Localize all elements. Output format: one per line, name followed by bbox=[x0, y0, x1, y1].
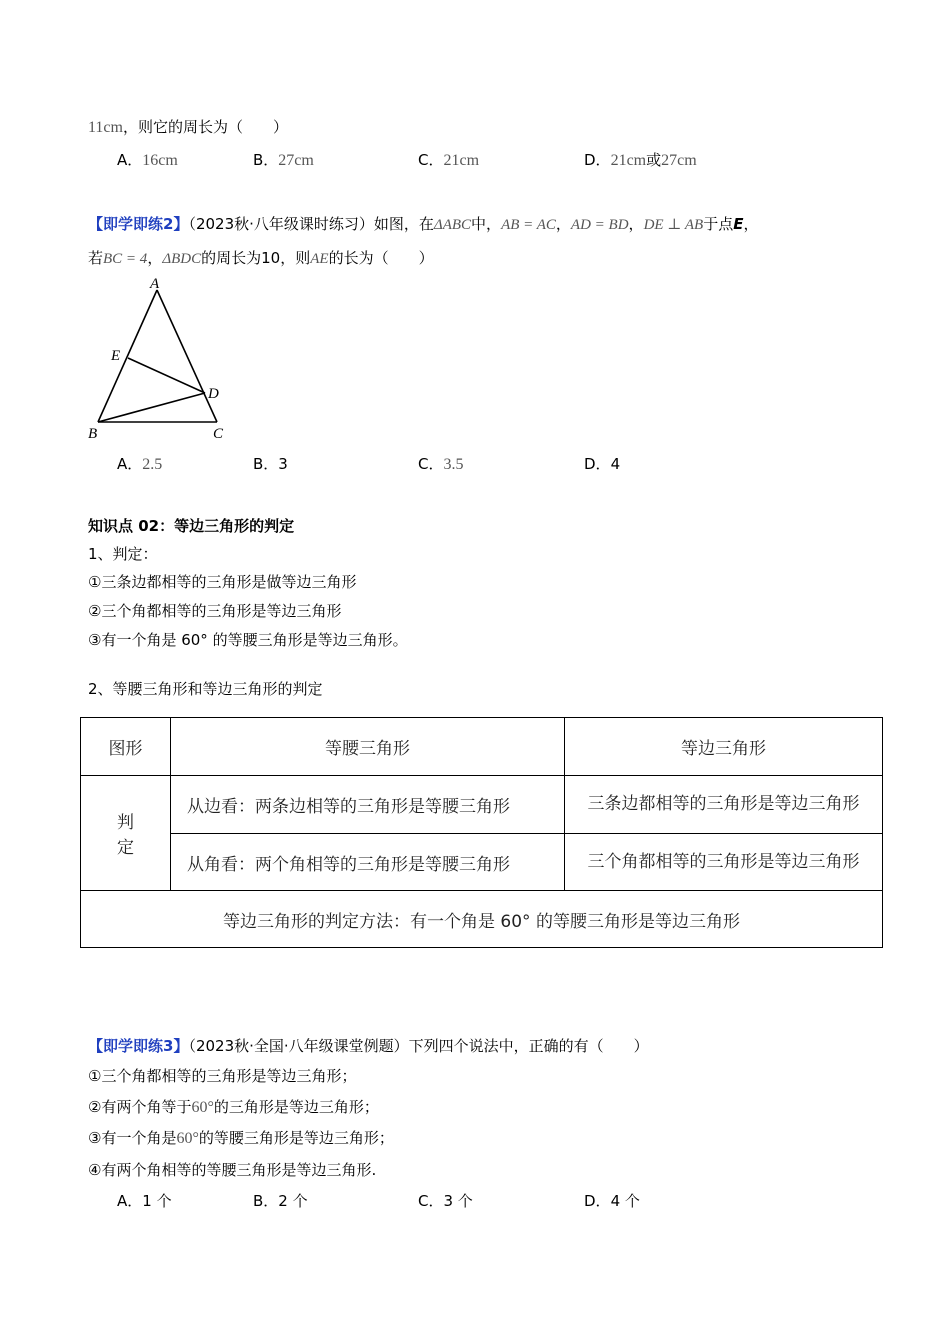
option-value: 3 个 bbox=[443, 1192, 473, 1210]
triangle-figure bbox=[80, 276, 240, 446]
table-footer-row bbox=[81, 891, 883, 948]
table-cell: 三条边都相等的三角形是等边三角形 bbox=[565, 776, 883, 834]
q2-option-b[interactable] bbox=[253, 454, 288, 474]
point-e: E bbox=[733, 215, 744, 233]
option-label: A． bbox=[117, 151, 143, 169]
q1-length-value: 11cm bbox=[88, 119, 123, 136]
q2-source: （2023秋·八年级课时练习）如图，在 bbox=[188, 215, 434, 233]
q1-option-c[interactable] bbox=[418, 150, 479, 171]
option-value: 2.5 bbox=[142, 456, 163, 473]
q1-stem-tail bbox=[88, 117, 288, 138]
segment-bd bbox=[98, 393, 205, 422]
option-value: 27cm bbox=[278, 152, 314, 169]
q3-option-b[interactable] bbox=[253, 1191, 308, 1211]
option-label: C． bbox=[418, 1192, 444, 1210]
label-a: A bbox=[150, 276, 160, 292]
kp2-heading-2: 2、等腰三角形和等边三角形的判定 bbox=[88, 680, 323, 698]
table-row bbox=[81, 834, 883, 891]
kp2-heading-1: 1、判定： bbox=[88, 545, 158, 563]
text: 中， bbox=[471, 215, 502, 233]
table-header-row bbox=[81, 718, 883, 776]
q2-stem-line1 bbox=[88, 214, 759, 235]
option-label: A． bbox=[117, 455, 143, 473]
judgement-table bbox=[80, 717, 883, 948]
math-ab-eq-ac: AB = AC bbox=[501, 217, 556, 233]
q3-option-a[interactable] bbox=[117, 1191, 172, 1211]
math-ad-eq-bd: AD = BD bbox=[570, 217, 629, 233]
math-ae: AE bbox=[310, 251, 329, 267]
q3-statement-1: ①三个角都相等的三角形是等边三角形； bbox=[88, 1067, 357, 1085]
option-value: 2 个 bbox=[278, 1192, 308, 1210]
row-label-top: 判 bbox=[117, 813, 134, 833]
text: ②有两个角等于 bbox=[88, 1098, 192, 1116]
option-value-2: 27cm bbox=[661, 152, 697, 169]
math-bc-eq-4: BC = 4 bbox=[103, 251, 148, 267]
option-label: B． bbox=[253, 1192, 279, 1210]
q2-tag: 【即学即练2】 bbox=[88, 215, 189, 233]
option-label: D． bbox=[584, 151, 611, 169]
text: ③有一个角是 bbox=[88, 1129, 177, 1147]
option-connector: 或 bbox=[646, 151, 662, 169]
table-footer-cell: 等边三角形的判定方法：有一个角是 60° 的等腰三角形是等边三角形 bbox=[81, 891, 883, 948]
option-value: 21cm bbox=[443, 152, 480, 169]
table-header-cell: 等边三角形 bbox=[565, 718, 883, 776]
segment-ac bbox=[157, 290, 217, 422]
label-c: C bbox=[213, 426, 224, 442]
q3-statement-2 bbox=[88, 1097, 379, 1118]
option-label: B． bbox=[253, 455, 279, 473]
q1-option-a[interactable] bbox=[117, 150, 178, 171]
segment-ab bbox=[98, 290, 157, 422]
table-header-cell: 等腰三角形 bbox=[171, 718, 565, 776]
q2-option-a[interactable] bbox=[117, 454, 162, 475]
text: 的等腰三角形是等边三角形； bbox=[198, 1129, 394, 1147]
text: 的长为（ ） bbox=[328, 249, 434, 267]
option-value: 21cm bbox=[610, 152, 647, 169]
text: ， bbox=[743, 215, 759, 233]
option-value: 3 bbox=[278, 455, 288, 473]
row-label-bottom: 定 bbox=[117, 838, 134, 858]
text: 于点 bbox=[703, 215, 734, 233]
option-label: C． bbox=[418, 151, 444, 169]
segment-ed bbox=[128, 358, 205, 393]
q3-tag: 【即学即练3】 bbox=[88, 1037, 189, 1055]
text: ， bbox=[628, 215, 644, 233]
option-value: 3.5 bbox=[443, 456, 464, 473]
option-value: 4 个 bbox=[610, 1192, 640, 1210]
kp2-item-3: ③有一个角是 60° 的等腰三角形是等边三角形。 bbox=[88, 631, 408, 649]
table-cell: 从角看：两个角相等的三角形是等腰三角形 bbox=[171, 834, 565, 891]
table-cell: 从边看：两条边相等的三角形是等腰三角形 bbox=[171, 776, 565, 834]
text: 的三角形是等边三角形； bbox=[213, 1098, 379, 1116]
q2-option-c[interactable] bbox=[418, 454, 463, 475]
q2-stem-line2 bbox=[88, 248, 434, 269]
q1-option-d[interactable] bbox=[584, 150, 697, 171]
kp2-item-2: ②三个角都相等的三角形是等边三角形 bbox=[88, 602, 342, 620]
option-label: B． bbox=[253, 151, 279, 169]
option-label: A． bbox=[117, 1192, 143, 1210]
label-d: D bbox=[208, 386, 219, 402]
option-label: D． bbox=[584, 1192, 611, 1210]
option-value: 16cm bbox=[142, 152, 178, 169]
q1-stem-text: ，则它的周长为（ ） bbox=[122, 118, 288, 136]
text: 若 bbox=[88, 249, 104, 267]
label-e: E bbox=[111, 348, 121, 364]
q3-stem-text: （2023秋·全国·八年级课堂例题）下列四个说法中，正确的有（ ） bbox=[188, 1037, 649, 1055]
kp2-title: 知识点 02：等边三角形的判定 bbox=[88, 517, 295, 535]
option-label: C． bbox=[418, 455, 444, 473]
label-b: B bbox=[88, 426, 98, 442]
q3-statement-4: ④有两个角相等的等腰三角形是等边三角形. bbox=[88, 1161, 377, 1179]
option-value: 1 个 bbox=[142, 1192, 172, 1210]
table-cell: 三个角都相等的三角形是等边三角形 bbox=[565, 834, 883, 891]
table-header-cell: 图形 bbox=[81, 718, 171, 776]
q3-stem bbox=[88, 1036, 649, 1056]
q3-option-d[interactable] bbox=[584, 1191, 640, 1211]
q3-statement-3 bbox=[88, 1128, 394, 1149]
math-60-degrees: 60° bbox=[191, 1099, 214, 1116]
option-label: D． bbox=[584, 455, 611, 473]
q1-option-b[interactable] bbox=[253, 150, 314, 171]
row-label-cell bbox=[81, 776, 171, 891]
q2-option-d[interactable] bbox=[584, 454, 620, 474]
text: 的周长为10，则 bbox=[201, 249, 311, 267]
table-row bbox=[81, 776, 883, 834]
math-triangle-bdc: ΔBDC bbox=[162, 251, 202, 267]
text: ， bbox=[555, 215, 571, 233]
math-triangle-abc: ΔABC bbox=[433, 217, 472, 233]
q3-option-c[interactable] bbox=[418, 1191, 473, 1211]
math-60-degrees: 60° bbox=[176, 1130, 199, 1147]
text: ， bbox=[147, 249, 163, 267]
kp2-item-1: ①三条边都相等的三角形是做等边三角形 bbox=[88, 573, 357, 591]
option-value: 4 bbox=[610, 455, 621, 473]
math-de-perp-ab: DE ⊥ AB bbox=[643, 217, 704, 233]
